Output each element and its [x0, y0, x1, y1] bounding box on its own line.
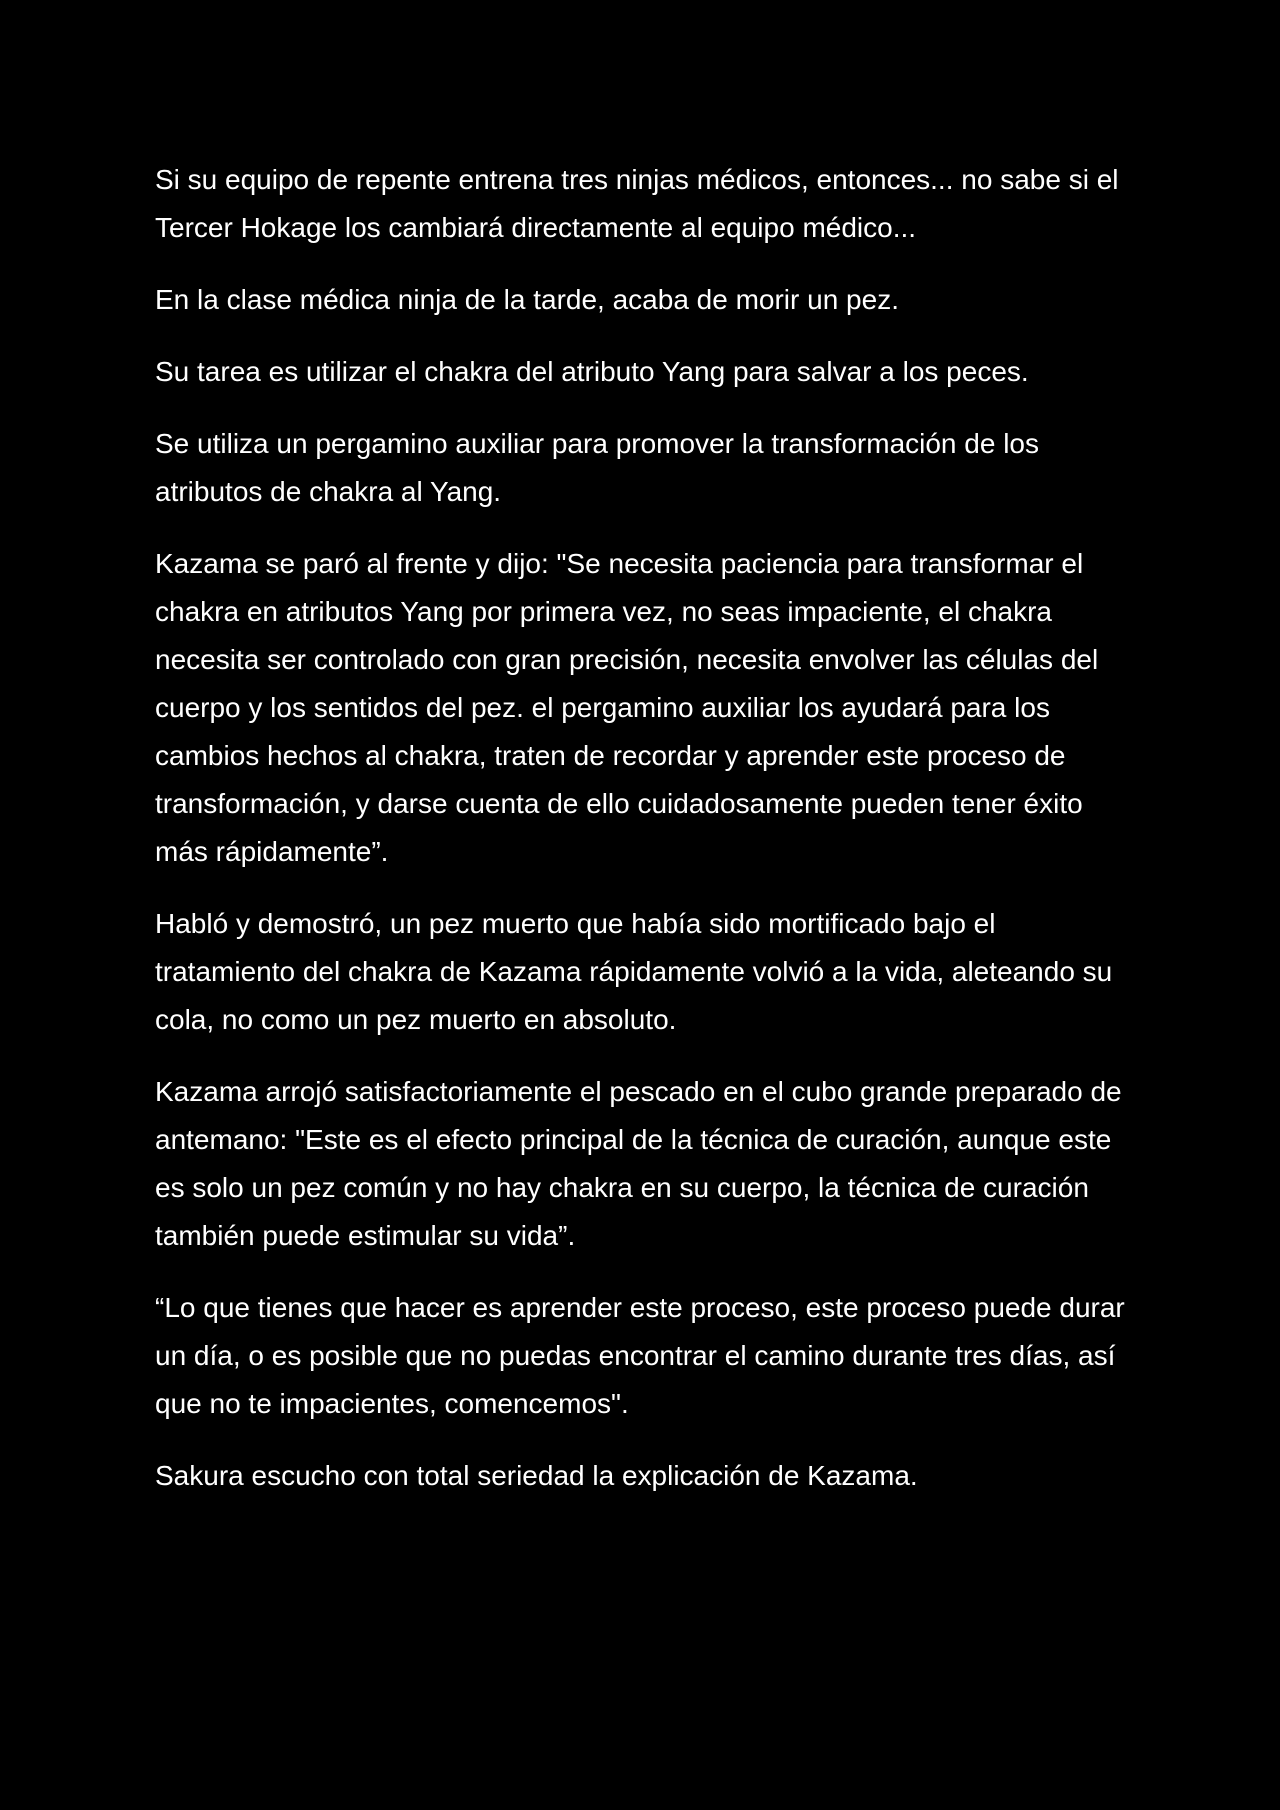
paragraph-5: Kazama se paró al frente y dijo: "Se necesita paciencia para transformar el chakra en atributos Yang por primera vez, no seas impaciente, el chakra necesita ser controlado con gran precisión, necesita envolver las células del cuerpo y los sentidos del pez. el pergamino auxiliar los ayudará para los cambios hechos al chakra, traten de recordar y aprender este proceso de transformación, y darse cuenta de ello cuidadosamente pueden tener éxito más rápidamente”.: [155, 548, 1099, 867]
paragraph-2: En la clase médica ninja de la tarde, acaba de morir un pez.: [155, 284, 899, 315]
paragraph-4: Se utiliza un pergamino auxiliar para promover la transformación de los atributos de chakra al Yang.: [155, 428, 1039, 507]
paragraph-3: Su tarea es utilizar el chakra del atributo Yang para salvar a los peces.: [155, 356, 1029, 387]
paragraph-7: Kazama arrojó satisfactoriamente el pescado en el cubo grande preparado de antemano: "Este es el efecto principal de la técnica de curación, aunque este es solo un pez común y no hay chakra en su cuerpo, la técnica de curación también puede estimular su vida”.: [155, 1076, 1122, 1251]
text-column: [155, 156, 1135, 1524]
paragraph-8: “Lo que tienes que hacer es aprender este proceso, este proceso puede durar un día, o es posible que no puedas encontrar el camino durante tres días, así que no te impacientes, comencemos".: [155, 1292, 1125, 1419]
paragraph-9: Sakura escucho con total seriedad la explicación de Kazama.: [155, 1460, 918, 1491]
paragraph-1: Si su equipo de repente entrena tres ninjas médicos, entonces... no sabe si el Tercer Hokage los cambiará directamente al equipo médico...: [155, 164, 1119, 243]
paragraph-6: Habló y demostró, un pez muerto que había sido mortificado bajo el tratamiento del chakra de Kazama rápidamente volvió a la vida, aleteando su cola, no como un pez muerto en absoluto.: [155, 908, 1113, 1035]
